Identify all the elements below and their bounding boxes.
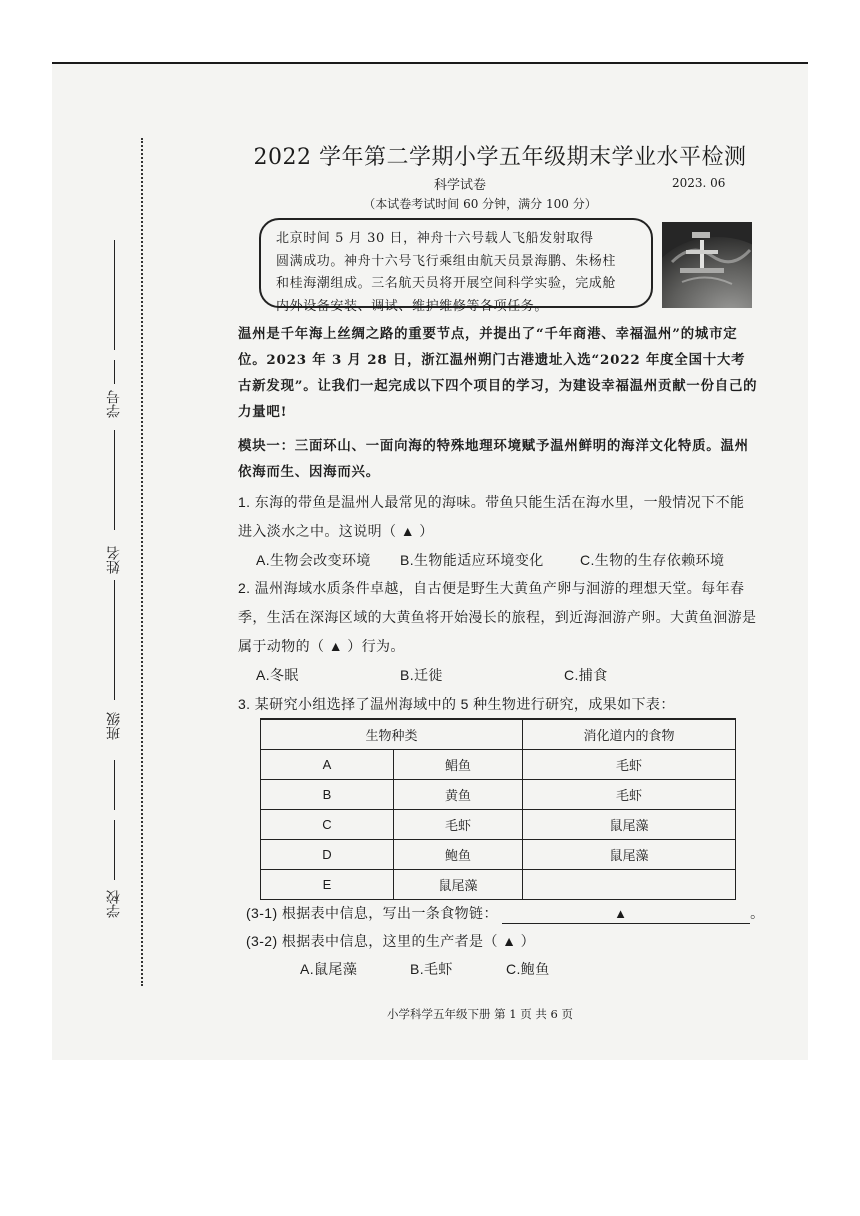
question-2 — [238, 574, 758, 690]
table-cell-food: 鼠尾藻 — [523, 810, 736, 840]
question-2-text: 2. 温州海域水质条件卓越，自古便是野生大黄鱼产卵与洄游的理想天堂。每年春季，生活在深海区域的大黄鱼将开始漫长的旅程，到近海洄游产卵。大黄鱼洄游是属于动物的（ ▲ ）行为。 — [238, 580, 757, 654]
table-cell-letter: D — [261, 840, 394, 870]
table-cell-food — [523, 870, 736, 900]
question-1-text: 1. 东海的带鱼是温州人最常见的海味。带鱼只能生活在海水里，一般情况下不能进入淡水之中。这说明（ ▲ ） — [238, 494, 745, 539]
food-chain-answer-blank[interactable] — [502, 907, 750, 924]
question-1-options — [238, 546, 758, 575]
exam-date: 2023. 06 — [672, 176, 726, 190]
question-2-option-a[interactable]: A.冬眠 — [256, 667, 299, 683]
name-line — [114, 430, 115, 530]
question-3-text: 3. 某研究小组选择了温州海域中的 5 种生物进行研究，成果如下表： — [238, 696, 675, 712]
table-header-organism: 生物种类 — [261, 719, 523, 750]
space-station-photo — [662, 222, 752, 308]
table-header-row — [261, 719, 736, 750]
page-footer: 小学科学五年级下册 第 1 页 共 6 页 — [386, 1007, 574, 1021]
exam-note: （本试卷考试时间 60 分钟，满分 100 分） — [363, 197, 597, 211]
news-text — [276, 228, 648, 318]
question-3-2-option-a[interactable]: A.鼠尾藻 — [300, 961, 358, 977]
question-1-option-c[interactable]: C.生物的生存依赖环境 — [580, 552, 725, 568]
table-cell-organism: 毛虾 — [394, 810, 523, 840]
school-field[interactable] — [96, 820, 136, 930]
question-3-2-option-c[interactable]: C.鲍鱼 — [506, 961, 550, 977]
question-3-1-end: 。 — [750, 905, 765, 921]
class-line — [114, 620, 115, 700]
table-cell-food: 毛虾 — [523, 750, 736, 780]
question-3-2-options — [300, 958, 700, 982]
table-cell-letter: E — [261, 870, 394, 900]
student-id-field[interactable] — [96, 240, 136, 430]
table-cell-letter: A — [261, 750, 394, 780]
module-one-heading: 模块一：三面环山、一面向海的特殊地理环境赋予温州鲜明的海洋文化特质。温州依海而生、因海而兴。 — [238, 438, 749, 480]
question-2-option-c[interactable]: C.捕食 — [564, 667, 608, 683]
school-label: 学校 — [106, 890, 122, 918]
table-cell-organism: 鲳鱼 — [394, 750, 523, 780]
class-field[interactable] — [96, 620, 136, 810]
table-cell-letter: B — [261, 780, 394, 810]
table-row — [261, 870, 736, 900]
news-line: 和桂海潮组成。三名航天员将开展空间科学实验，完成舱 — [276, 276, 617, 291]
table-row — [261, 840, 736, 870]
table-cell-organism: 鲍鱼 — [394, 840, 523, 870]
question-3-1-text: (3-1) 根据表中信息，写出一条食物链： — [246, 905, 498, 921]
exam-title: 2022 学年第二学期小学五年级期末学业水平检测 — [253, 145, 747, 170]
question-3-2-option-b[interactable]: B.毛虾 — [410, 961, 453, 977]
organism-food-table — [260, 718, 736, 900]
question-2-options — [238, 661, 758, 690]
table-header-food: 消化道内的食物 — [523, 719, 736, 750]
class-line-2 — [114, 760, 115, 810]
question-3-1 — [246, 902, 766, 924]
question-3-2-text: (3-2) 根据表中信息，这里的生产者是（ ▲ ） — [246, 933, 536, 949]
exam-subject: 科学试卷 — [433, 178, 486, 193]
table-row — [261, 750, 736, 780]
name-line-2 — [114, 580, 115, 620]
table-cell-letter: C — [261, 810, 394, 840]
school-line — [114, 820, 115, 880]
intro-paragraph: 温州是千年海上丝绸之路的重要节点，并提出了“千年商港、幸福温州”的城市定位。2023 年 3 月 28 日，浙江温州朔门古港遗址入选“2022 年度全国十大考古新发现”。让我们一起完成以下四个项目的学习，为建设幸福温州贡献一份自己的力量吧! — [238, 326, 758, 420]
news-line: 北京时间 5 月 30 日，神舟十六号载人飞船发射取得 — [276, 231, 594, 246]
news-line: 圆满成功。神舟十六号飞行乘组由航天员景海鹏、朱杨柱 — [276, 253, 617, 269]
binding-dotted-line — [141, 138, 143, 986]
student-id-line — [114, 240, 115, 350]
question-2-option-b[interactable]: B.迁徙 — [400, 667, 443, 683]
question-1 — [238, 488, 758, 575]
table-cell-organism: 鼠尾藻 — [394, 870, 523, 900]
news-line: 内外设备安装、调试、维护维修等各项任务。 — [276, 298, 549, 314]
name-field[interactable] — [96, 430, 136, 620]
answer-marker-icon: ▲ — [614, 906, 628, 921]
student-id-line-2 — [114, 360, 115, 384]
table-cell-food: 毛虾 — [523, 780, 736, 810]
student-id-label: 学号 — [106, 390, 122, 418]
class-label: 班级 — [106, 712, 122, 740]
table-cell-food: 鼠尾藻 — [523, 840, 736, 870]
name-label: 姓名 — [106, 546, 122, 574]
table-row — [261, 810, 736, 840]
question-1-option-a[interactable]: A.生物会改变环境 — [256, 552, 371, 568]
question-1-option-b[interactable]: B.生物能适应环境变化 — [400, 552, 544, 568]
table-cell-organism: 黄鱼 — [394, 780, 523, 810]
table-row — [261, 780, 736, 810]
